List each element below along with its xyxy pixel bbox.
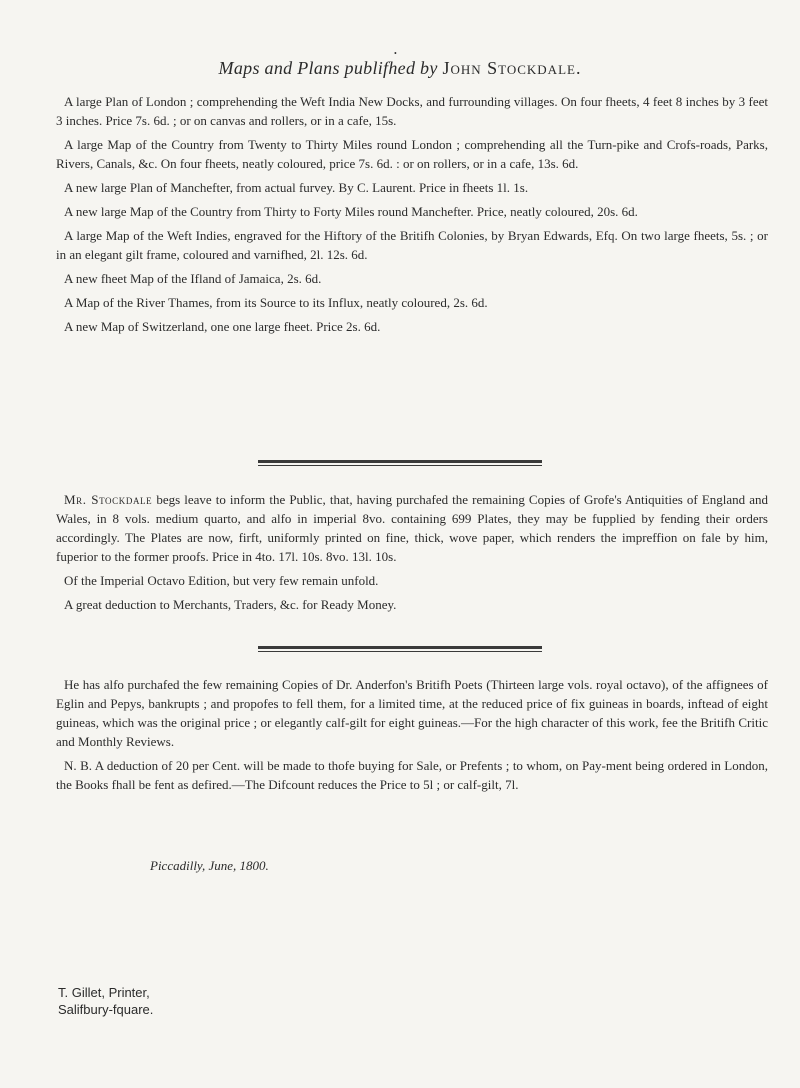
listing-manchester-country-map: A new large Map of the Country from Thirty to Forty Miles round Manchefter. Price, neatly coloured, 20s. 6d. [64, 204, 638, 219]
anderson-paragraph: He has alfo purchafed the few remaining Copies of Dr. Anderfon's Britifh Poets (Thirteen large vols. royal octavo), of the affignees of Eglin and Pepys, bankrupts ; and propofes to fell them, for a limited time, at the reduced price of fix guineas in boards, inftead of eight guineas, which was the original price ; or elegantly calf-gilt for eight guineas.—For the high character of this work, fee the Britifh Critic and Monthly Reviews. [56, 677, 768, 749]
nb-paragraph: N. B. A deduction of 20 per Cent. will be made to thofe buying for Sale, or Prefents ; to whom, on Pay-ment being ordered in London, the Books fhall be fent as defired.—The Difcount reduces the Price to 5l ; or calf-gilt, 7l. [56, 758, 768, 792]
grose-paragraph [56, 490, 768, 566]
printer-imprint [58, 984, 153, 1018]
section-divider [258, 460, 542, 463]
printer-name: T. Gillet, Printer, [58, 985, 150, 1000]
map-listings [56, 92, 768, 341]
listing-london-plan: A large Plan of London ; comprehending the Weft India New Docks, and furrounding villages. On four fheets, 4 feet 8 inches by 3 feet 3 inches. Price 7s. 6d. ; or on canvas and rollers, or in a cafe, 15s. [56, 94, 768, 128]
listing-switzerland-map: A new Map of Switzerland, one one large fheet. Price 2s. 6d. [64, 319, 381, 334]
listing-jamaica-map: A new fheet Map of the Ifland of Jamaica, 2s. 6d. [64, 271, 322, 286]
section-divider-2 [258, 646, 542, 649]
deduction-note: A great deduction to Merchants, Traders, &c. for Ready Money. [64, 597, 397, 612]
page-heading [0, 56, 800, 80]
listing-london-country-map: A large Map of the Country from Twenty to Thirty Miles round London ; comprehending all the Turn-pike and Crofs-roads, Parks, Rivers, Canals, &c. On four fheets, neatly coloured, price 7s. 6d. : or on rollers, or in a cafe, 13s. 6d. [56, 137, 768, 171]
grose-notice [56, 490, 768, 619]
listing-manchester-plan: A new large Plan of Manchefter, from actual furvey. By C. Laurent. Price in fheets 1l. 1s. [64, 180, 529, 195]
printer-address: Salifbury-fquare. [58, 1002, 154, 1017]
listing-west-indies-map: A large Map of the Weft Indies, engraved for the Hiftory of the Britifh Colonies, by Bryan Edwards, Efq. On two large fheets, 5s. ; or in an elegant gilt frame, coloured and varnifhed, 2l. 12s. 6d. [56, 228, 768, 262]
heading-prefix: Maps and Plans publifhed by [218, 58, 438, 78]
ornament-dot: • [394, 49, 397, 58]
section-divider-2-thin [258, 651, 542, 652]
anderson-notice [56, 675, 768, 799]
grose-lead-name: Mr. Stockdale [64, 492, 153, 507]
dateline: Piccadilly, June, 1800. [150, 858, 269, 873]
heading-publisher-name: John Stockdale. [442, 58, 582, 78]
imperial-edition-note: Of the Imperial Octavo Edition, but very few remain unfold. [64, 573, 379, 588]
listing-thames-map: A Map of the River Thames, from its Source to its Influx, neatly coloured, 2s. 6d. [64, 295, 488, 310]
grose-body: begs leave to inform the Public, that, having purchafed the remaining Copies of Grofe's Antiquities of England and Wales, in 8 vols. medium quarto, and alfo in imperial 8vo. containing 699 Plates, they may be fupplied by fending their orders accordingly. The Plates are now, firft, uniformly printed on fine, thick, wove paper, which renders the impreffion on fale by him, fuperior to the former proofs. Price in 4to. 17l. 10s. 8vo. 13l. 10s. [56, 492, 768, 564]
section-divider-thin [258, 465, 542, 466]
